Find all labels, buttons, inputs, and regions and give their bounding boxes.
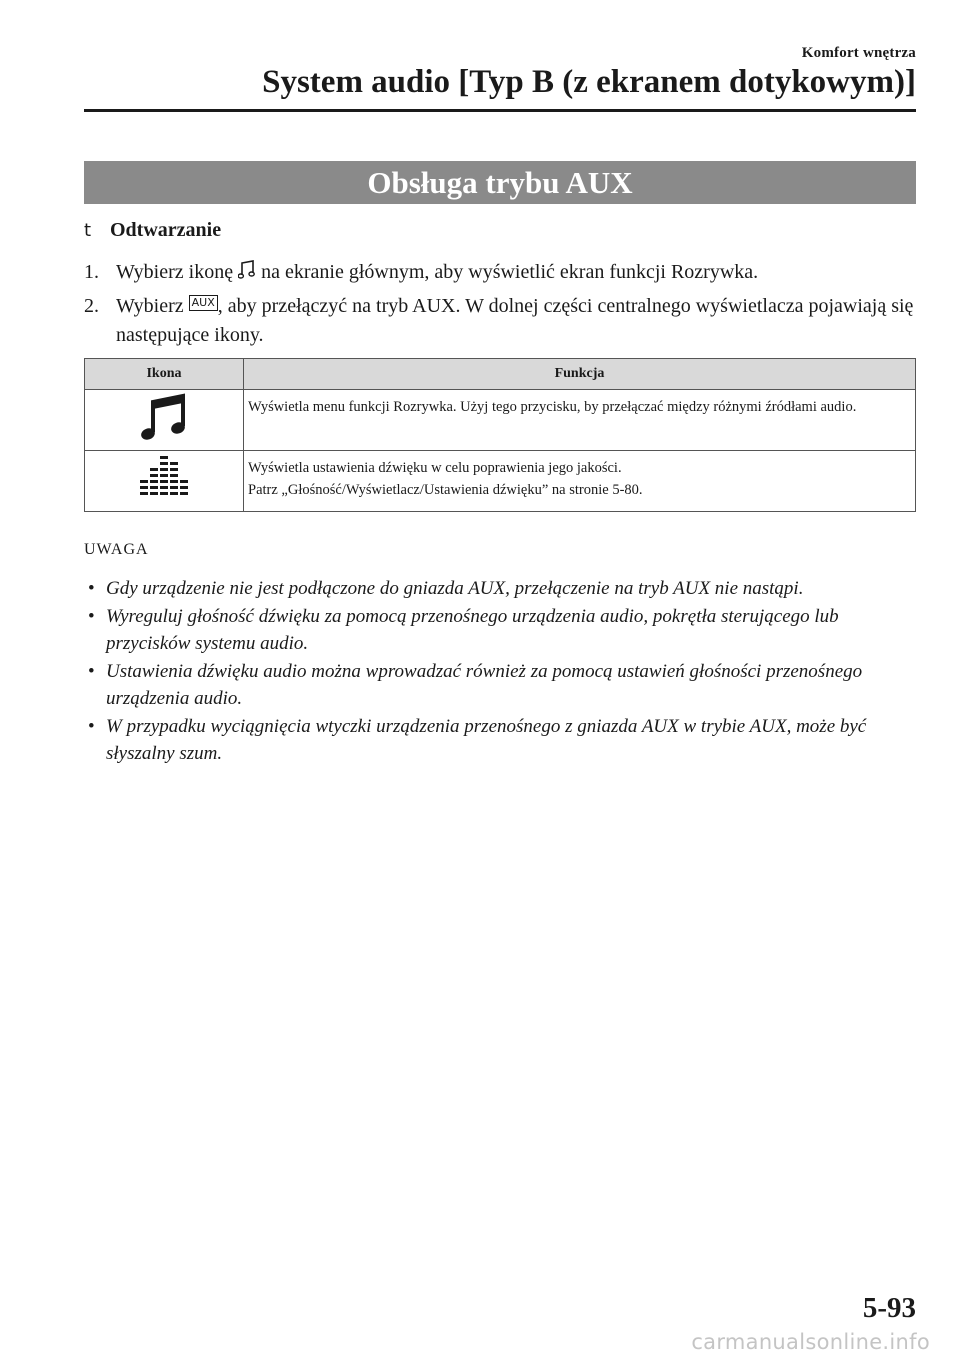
table-cell-icon [85, 390, 244, 451]
table-cell-function: Wyświetla menu funkcji Rozrywka. Użyj tego przycisku, by przełączać między różnymi źródłami audio. [244, 390, 916, 451]
aux-badge-icon: AUX [189, 295, 218, 311]
page-number: 5-93 [862, 1292, 916, 1324]
step-text-before: Wybierz ikonę [116, 261, 234, 283]
music-note-icon [141, 433, 187, 448]
header-title: System audio [Typ B (z ekranem dotykowym)] [262, 64, 916, 100]
note-item [84, 603, 916, 657]
function-line-2: Patrz „Głośność/Wyświetlacz/Ustawienia dźwięku” na stronie 5-80. [248, 482, 643, 498]
uwaga-label: UWAGA [84, 541, 149, 558]
subheading-text: Odtwarzanie [110, 219, 222, 241]
watermark[interactable]: carmanualsonline.info [691, 1330, 930, 1354]
table-header-icon: Ikona [85, 359, 244, 390]
table-header-row [85, 359, 916, 390]
step-text-before: Wybierz [116, 295, 184, 317]
table-row [85, 390, 916, 451]
note-text: Gdy urządzenie nie jest podłączone do gniazda AUX, przełączenie na tryb AUX nie nastąpi. [106, 578, 804, 599]
table-row [85, 451, 916, 512]
note-item [84, 713, 916, 767]
bullet: • [88, 716, 95, 737]
header-rule [84, 109, 916, 112]
note-text: Ustawienia dźwięku audio można wprowadzać również za pomocą ustawień głośności przenośnego urządzenia audio. [106, 661, 863, 709]
step-text-after: na ekranie głównym, aby wyświetlić ekran funkcji Rozrywka. [261, 261, 759, 283]
step-text [116, 292, 916, 350]
note-item [84, 575, 916, 602]
step-number: 2. [84, 295, 99, 317]
bullet: • [88, 661, 95, 682]
bullet: • [88, 578, 95, 599]
steps-list [84, 258, 916, 352]
icon-function-table [84, 358, 916, 512]
table-cell-function [244, 451, 916, 512]
equalizer-icon [136, 493, 192, 508]
function-line-1: Wyświetla ustawienia dźwięku w celu poprawienia jego jakości. [248, 460, 622, 476]
subheading [84, 219, 221, 242]
step-text-after: , aby przełączyć na tryb AUX. W dolnej części centralnego wyświetlacza pojawiają się następujące ikony. [116, 295, 914, 346]
music-note-icon [238, 259, 256, 290]
subheading-marker: t [84, 220, 92, 241]
table-header-function: Funkcja [244, 359, 916, 390]
table-cell-icon [85, 451, 244, 512]
bullet: • [88, 606, 95, 627]
step-2 [84, 292, 916, 350]
notes-list [84, 575, 916, 768]
step-number: 1. [84, 261, 99, 283]
note-text: W przypadku wyciągnięcia wtyczki urządzenia przenośnego z gniazda AUX w trybie AUX, może być słyszalny szum. [106, 716, 867, 764]
note-item [84, 658, 916, 712]
step-text [116, 258, 916, 290]
note-text: Wyreguluj głośność dźwięku za pomocą przenośnego urządzenia audio, pokrętła sterującego lub przycisków systemu audio. [106, 606, 839, 654]
section-banner: Obsługa trybu AUX [84, 161, 916, 204]
header-section-label: Komfort wnętrza [801, 45, 916, 61]
step-1 [84, 258, 916, 290]
